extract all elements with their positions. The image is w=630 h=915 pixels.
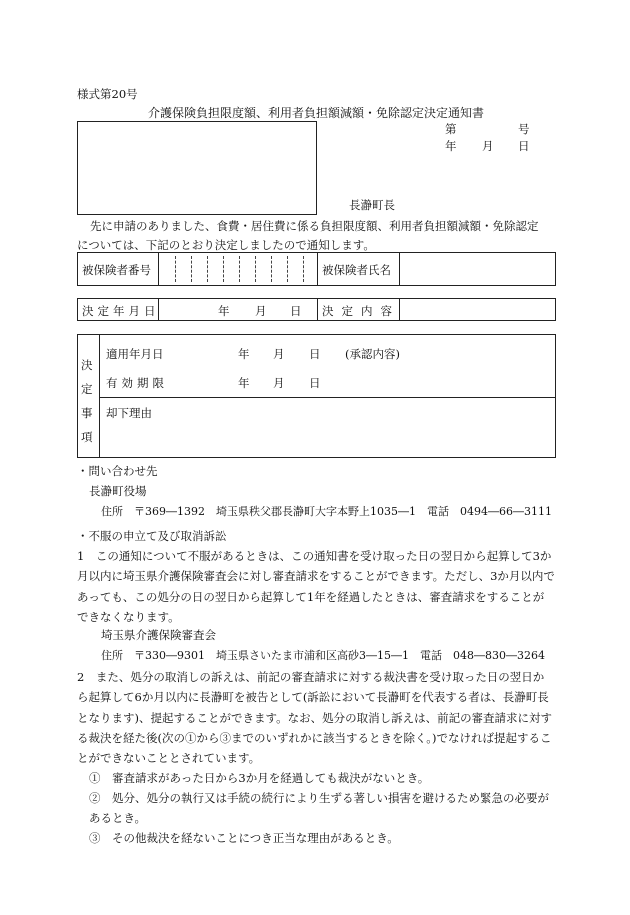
decision-date-label: 決定年月日 [82, 304, 160, 318]
applicable-date-label: 適用年月日 [106, 347, 164, 361]
doc-no-prefix: 第 [445, 122, 457, 136]
issue-month: 月 [482, 139, 494, 153]
decision-content-label: 決定内容 [322, 304, 400, 318]
applicable-day: 日 [309, 347, 321, 361]
appeal-sub-2: ② 処分、処分の執行又は手続の続行により生ずる著しい損害を避けるため緊急の必要があるとき。 [89, 791, 549, 826]
decision-month: 月 [255, 304, 267, 318]
appeal-heading: ・不服の申立て及び取消訴訟 [77, 529, 227, 543]
inquiry-address: 住所 〒369―1392 埼玉県秩父郡長瀞町大字本野上1035―1 電話 0494―66―3111 [101, 505, 552, 518]
decision-year: 年 [218, 304, 230, 318]
validity-day: 日 [309, 376, 321, 390]
form-number: 様式第20号 [77, 87, 138, 101]
inquiry-org: 長瀞町役場 [89, 484, 147, 498]
appeal-sub-1: ① 審査請求があった日から3か月を経過しても裁決がないとき。 [89, 771, 430, 785]
doc-no-suffix: 号 [518, 122, 530, 136]
issue-day: 日 [518, 139, 530, 153]
rejection-label: 却下理由 [106, 406, 152, 420]
decision-box-label-2: 定 [81, 382, 93, 396]
decision-day: 日 [290, 304, 302, 318]
insured-number-label: 被保険者番号 [82, 263, 151, 277]
recipient-address-box [77, 121, 317, 215]
decision-box-label-4: 項 [81, 430, 93, 444]
approval-note: (承認内容) [345, 347, 400, 361]
applicable-year: 年 [238, 347, 250, 361]
intro-line-1: 先に申請のありました、食費・居住費に係る負担限度額、利用者負担額減額・免除認定 [90, 219, 539, 233]
page-title: 介護保険負担限度額、利用者負担額減額・免除認定決定通知書 [148, 106, 485, 120]
validity-year: 年 [238, 376, 250, 390]
issue-year: 年 [445, 139, 457, 153]
validity-label: 有効期限 [106, 376, 168, 390]
appeal-address: 住所 〒330―9301 埼玉県さいたま市浦和区高砂3―15―1 電話 048―830―3264 [101, 649, 545, 662]
decision-box-label-1: 決 [81, 358, 93, 372]
insured-name-label: 被保険者氏名 [322, 263, 391, 277]
validity-month: 月 [273, 376, 285, 390]
applicable-month: 月 [273, 347, 285, 361]
inquiry-heading: ・問い合わせ先 [77, 464, 158, 478]
decision-box-label-3: 事 [81, 406, 93, 420]
appeal-item-2: 2 また、処分の取消しの訴えは、前記の審査請求に対する裁決書を受け取った日の翌日から起算して6か月以内に長瀞町を被告として(訴訟において長瀞町を代表する者は、長瀞町長となります)、提起することができます。なお、処分の取消し訴えは、前記の審査請求に対する裁決を経た後(次の①から③までのいずれかに該当するときを除く。)でなければ提起することができないこととされています。 [77, 670, 553, 766]
appeal-org: 埼玉県介護保険審査会 [101, 628, 216, 642]
intro-line-2: については、下記のとおり決定しましたので通知します。 [77, 238, 375, 252]
appeal-sub-3: ③ その他裁決を経ないことにつき正当な理由があるとき。 [89, 831, 399, 845]
issuer: 長瀞町長 [349, 198, 395, 212]
appeal-item-1: 1 この通知について不服があるときは、この通知書を受け取った日の翌日から起算して3か月以内に埼玉県介護保険審査会に対し審査請求をすることができます。ただし、3か月以内であっても、この処分の日の翌日から起算して1年を経過したときは、審査請求をすることができなくなります。 [77, 549, 555, 624]
